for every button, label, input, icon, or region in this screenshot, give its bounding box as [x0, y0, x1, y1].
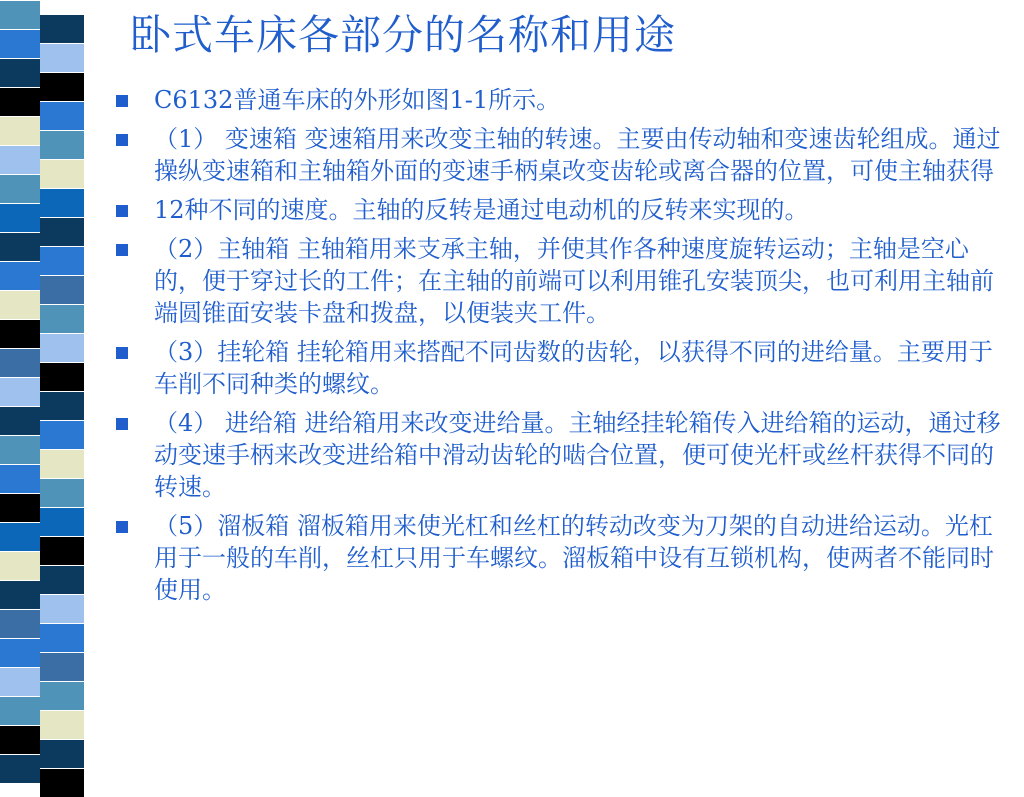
- bullet-text: （3）挂轮箱 挂轮箱用来搭配不同齿数的齿轮，以获得不同的进给量。主要用于车削不同种类的螺纹。: [154, 338, 993, 398]
- square-bullet-icon: [116, 244, 128, 256]
- square-bullet-icon: [116, 134, 128, 146]
- slide-title: 卧式车床各部分的名称和用途: [130, 11, 676, 59]
- bullet-item: [112, 336, 1014, 400]
- bullet-item: [112, 194, 1014, 226]
- bullet-item: [112, 407, 1014, 503]
- bullet-text: （5）溜板箱 溜板箱用来使光杠和丝杠的转动改变为刀架的自动进给运动。光杠用于一般的车削，丝杠只用于车螺纹。溜板箱中设有互锁机构，使两者不能同时使用。: [154, 512, 994, 604]
- square-bullet-icon: [116, 418, 128, 430]
- bullet-text: （1） 变速箱 变速箱用来改变主轴的转速。主要由传动轴和变速齿轮组成。通过操纵变速箱和主轴箱外面的变速手柄桌改变齿轮或离合器的位置，可使主轴获得: [154, 125, 1001, 185]
- bullet-item: [112, 84, 1014, 116]
- bullet-text: 12种不同的速度。主轴的反转是通过电动机的反转来实现的。: [154, 196, 809, 224]
- square-bullet-icon: [116, 205, 128, 217]
- bullet-item: [112, 123, 1014, 187]
- bullet-item: [112, 233, 1014, 329]
- bullet-list: [112, 84, 1014, 613]
- bullet-text: C6132普通车床的外形如图1-1所示。: [154, 86, 561, 114]
- decorative-stripe-bar: [0, 0, 100, 768]
- bullet-item: [112, 510, 1014, 606]
- bullet-text: （4） 进给箱 进给箱用来改变进给量。主轴经挂轮箱传入进给箱的运动，通过移动变速手柄来改变进给箱中滑动齿轮的啮合位置，便可使光杆或丝杆获得不同的转速。: [154, 409, 1001, 501]
- square-bullet-icon: [116, 95, 128, 107]
- square-bullet-icon: [116, 347, 128, 359]
- square-bullet-icon: [116, 521, 128, 533]
- bullet-text: （2）主轴箱 主轴箱用来支承主轴，并使其作各种速度旋转运动；主轴是空心的，便于穿过长的工件；在主轴的前端可以利用锥孔安装顶尖，也可利用主轴前端圆锥面安装卡盘和拨盘，以便装夹工件。: [154, 235, 994, 327]
